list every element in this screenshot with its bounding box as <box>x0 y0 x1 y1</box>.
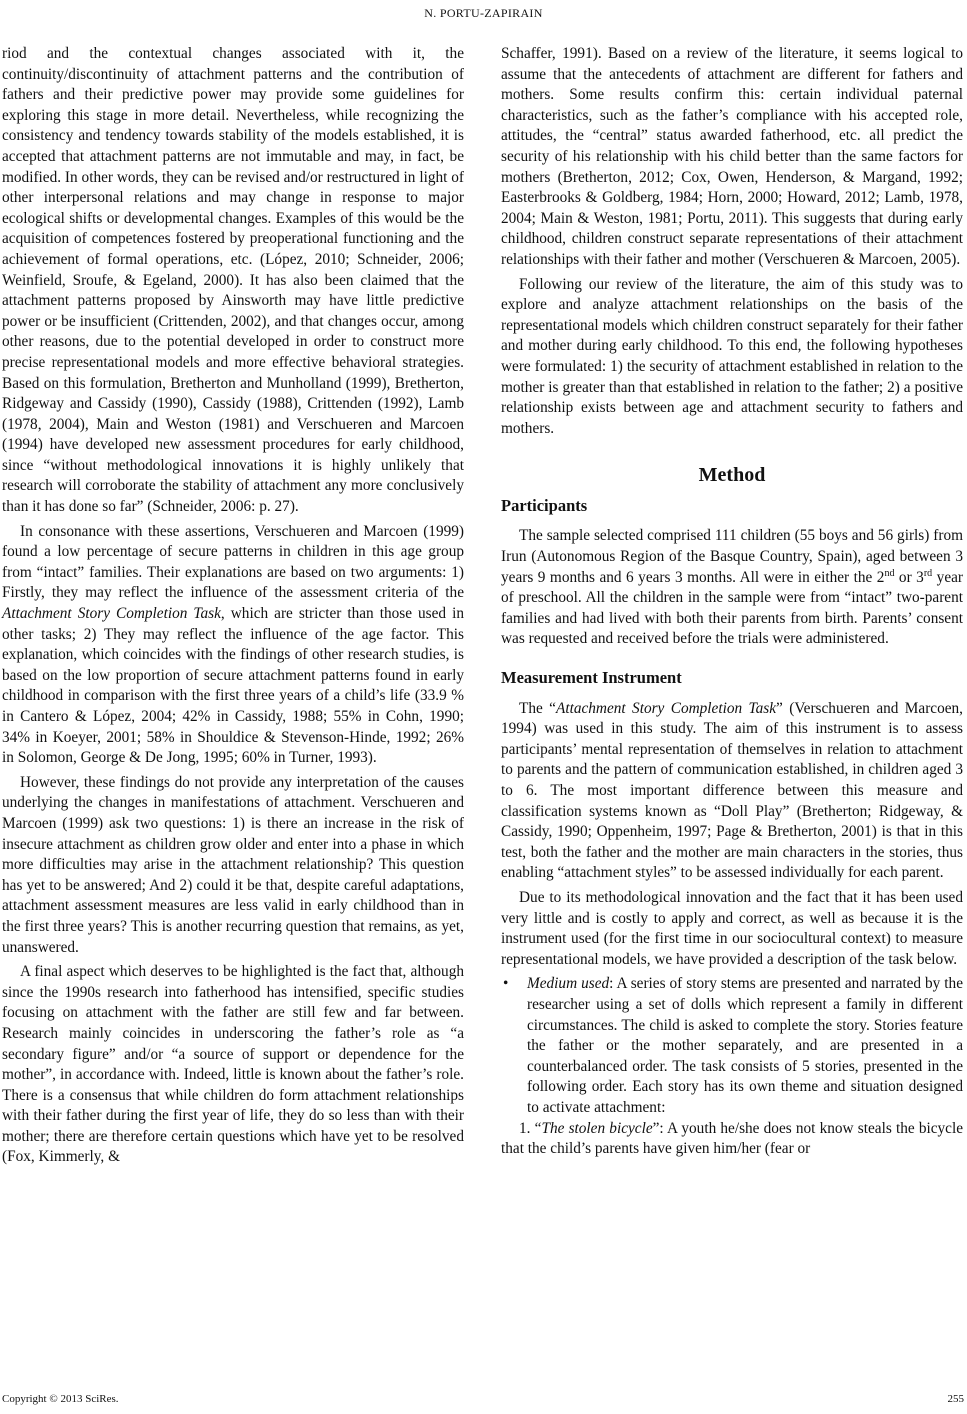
section-heading-method: Method <box>698 464 766 487</box>
superscript: nd <box>884 567 895 579</box>
copyright-notice: Copyright © 2013 SciRes. <box>2 1393 119 1405</box>
paragraph: Due to its methodological innovation and the fact that it has been used very little and is costly to apply and correct, as well as because it is the instrument used (for the first time in our sociocultural context) to measure representational models, we have provided a description of the task below. <box>501 888 963 968</box>
subsection-heading-instrument: Measurement Instrument <box>501 668 682 688</box>
paragraph: riod and the contextual changes associated with it, the continuity/discontinuity of attachment patterns and the contribution of fathers and their predictive power may provide some guidelines for exploring this stage in more detail. Nevertheless, while recognizing the consistency and tendency towards stability of the models established, it is accepted that attachment patterns are not immutable and may, in fact, be modified. In other words, they can be revised and/or restructured in light of other interpersonal relations and may change in response to major ecological shifts or developmental changes. Examples of this would be the acquisition of competences fostered by preoperational functioning and the achievement of formal operations, etc. (López, 2010; Schneider, 2006; Weinfield, Sroufe, & Egeland, 2000). It has also been claimed that the attachment patterns proposed by Ainsworth may have little predictive power or be insufficient (Crittenden, 2002), and that changes occur, among other reasons, due to the potential developed in order to construct more precise representational models and more effective behavioral strategies. Based on this formulation, Bretherton and Munholland (1999), Bretherton, Ridgeway and Cassidy (1990), Cassidy (1988), Crittenden (1992), Lamb (1978, 2004), Main and Weston (1981) and Verschueren and Marcoen (1994) have developed new assessment procedures for early childhood, since “without methodological innovations it is highly unlikely that research will corroborate the stability of attachment any more conclusively than it has done so far” (Schneider, 2006: p. 27). <box>2 45 464 516</box>
page-number: 255 <box>947 1393 964 1405</box>
story-title-italic: The stolen bicycle <box>541 1119 653 1137</box>
paragraph: A final aspect which deserves to be highlighted is the fact that, although since the 1990s research into fatherhood has intensified, specific studies focusing on attachment with the father are still few and far between. Research mainly coincides in underscoring the father’s role as “a secondary figure” and/or “a source of support or dependence for the mother”, in accordance with. Indeed, little is known about the father’s role. There is a consensus that while children do form attachment relationships with their father during the first year of life, they do so less than with their mother; there are therefore certain questions which have yet to be resolved (Fox, Kimmerly, & <box>2 963 464 1166</box>
text-span: The “ <box>519 699 556 717</box>
text-span: , which are stricter than those used in other tasks; 2) They may reflect the influence of the age factor. This explanation, which coincides with the findings of other research studies, is based on the low proportion of secure attachment patterns found in early childhood in comparison with the first three years of a child’s life (33.9 % in Cantero & López, 2004; 42% in Cassidy, 1988; 55% in Cohn, 1990; 34% in Koeyer, 2001; 58% in Shouldice & Stevenson-Hinde, 1992; 26% in Solomon, George & De Jong, 1995; 60% in Turner, 1993). <box>2 605 464 767</box>
text-span: ”: A youth he/she does not know steals the bicycle that the child’s parents have given him/her (fear or <box>501 1119 963 1158</box>
paragraph: However, these findings do not provide any interpretation of the causes underlying the changes in manifestations of attachment. Verschueren and Marcoen (1999) ask two questions: 1) is there an increase in the risk of insecure attachment as children grow older and enter into a phase in which more difficulties may arise in the attachment relationship? This question has yet to be answered; And 2) could it be that, despite careful adaptations, attachment assessment measures are less valid in early childhood than in the first three years? This is another recurring question that remains, as yet, unanswered. <box>2 773 464 956</box>
superscript: rd <box>923 567 933 579</box>
subsection-heading-participants: Participants <box>501 495 588 515</box>
paragraph <box>501 526 963 650</box>
paragraph <box>2 522 464 769</box>
bullet-list <box>501 974 963 1118</box>
paragraph <box>501 699 963 884</box>
text-span: year of preschool. All the children in the sample were from “intact” two-parent families and had lived with both their parents from birth. Parents’ consent was requested and received before the trials were administered. <box>501 568 963 648</box>
running-head: N. PORTU-ZAPIRAIN <box>424 6 543 20</box>
text-span: : A series of story stems are presented and narrated by the researcher using a set of dolls which represent a family in different circumstances. The child is asked to complete the story. Stories feature the father or the mother separately, and are presented in a counterbalanced order. The task consists of 5 stories, presented in the following order. Each story has its own theme and situation designed to activate attachment: <box>527 975 963 1116</box>
paragraph <box>501 1119 963 1160</box>
task-name-italic: Attachment Story Completion Task <box>2 605 221 623</box>
paragraph: Schaffer, 1991). Based on a review of the literature, it seems logical to assume that the antecedents of attachment are different for fathers and mothers. Some results confirm this: certain individual paternal characteristics, such as the father’s compliance with his accepted role, attitudes, the “central” status awarded fatherhood, etc. all predict the security of his relationship with his child better than the same factors for mothers (Bretherton, 2012; Cox, Owen, Henderson, & Margand, 1992; Easterbrooks & Goldberg, 1984; Horn, 2000; Howard, 2012; Lamb, 1978, 2004; Main & Weston, 1981; Portu, 2011). This suggests that during early childhood, children construct separate representations of their attachment relationships with their father and mother (Verschueren & Marcoen, 2005). <box>501 45 963 268</box>
list-item <box>501 974 963 1118</box>
task-name-italic: Attachment Story Completion Task <box>555 699 777 717</box>
text-span: ” (Verschueren and Marcoen, 1994) was used in this study. The aim of this instrument is to assess participants’ mental representation of themselves in relation to attachment to parents and the pattern of communication established, in children aged 3 to 6. The most important difference between this measure and classification systems known as “Doll Play” (Bretherton; Ridgeway, & Cassidy, 1990; Oppenheim, 1997; Page & Bretherton, 2001) is that in this test, both the father and the mother are main characters in the stories, thus enabling “attachment styles” to be assessed individually for each parent. <box>501 699 963 882</box>
text-span: The sample selected comprised 111 children (55 boys and 56 girls) from Irun (Autonomous Region of the Basque Country, Spain), aged between 3 years 9 months and 6 years 3 months. All were in either the 2 <box>501 527 963 586</box>
bullet-icon: • <box>503 975 509 993</box>
right-column <box>501 44 963 1160</box>
text-span: or 3 <box>894 568 924 586</box>
text-span: In consonance with these assertions, Verschueren and Marcoen (1999) found a low percentage of secure patterns in children in this age group from “intact” families. Their explanations are based on two arguments: 1) Firstly, they may reflect the influence of the assessment criteria of the <box>2 522 464 602</box>
text-span: 1. “ <box>519 1119 542 1137</box>
bullet-label-italic: Medium used <box>527 975 610 993</box>
left-column <box>2 44 464 1168</box>
paragraph: Following our review of the literature, the aim of this study was to explore and analyze attachment relationships on the basis of the representational models which children construct separately for their father and mother during early childhood. To this end, the following hypotheses were formulated: 1) the security of attachment established in relation to the mother is greater than that established in relation to the father; 2) a positive relationship exists between age and attachment security to fathers and mothers. <box>501 275 963 437</box>
